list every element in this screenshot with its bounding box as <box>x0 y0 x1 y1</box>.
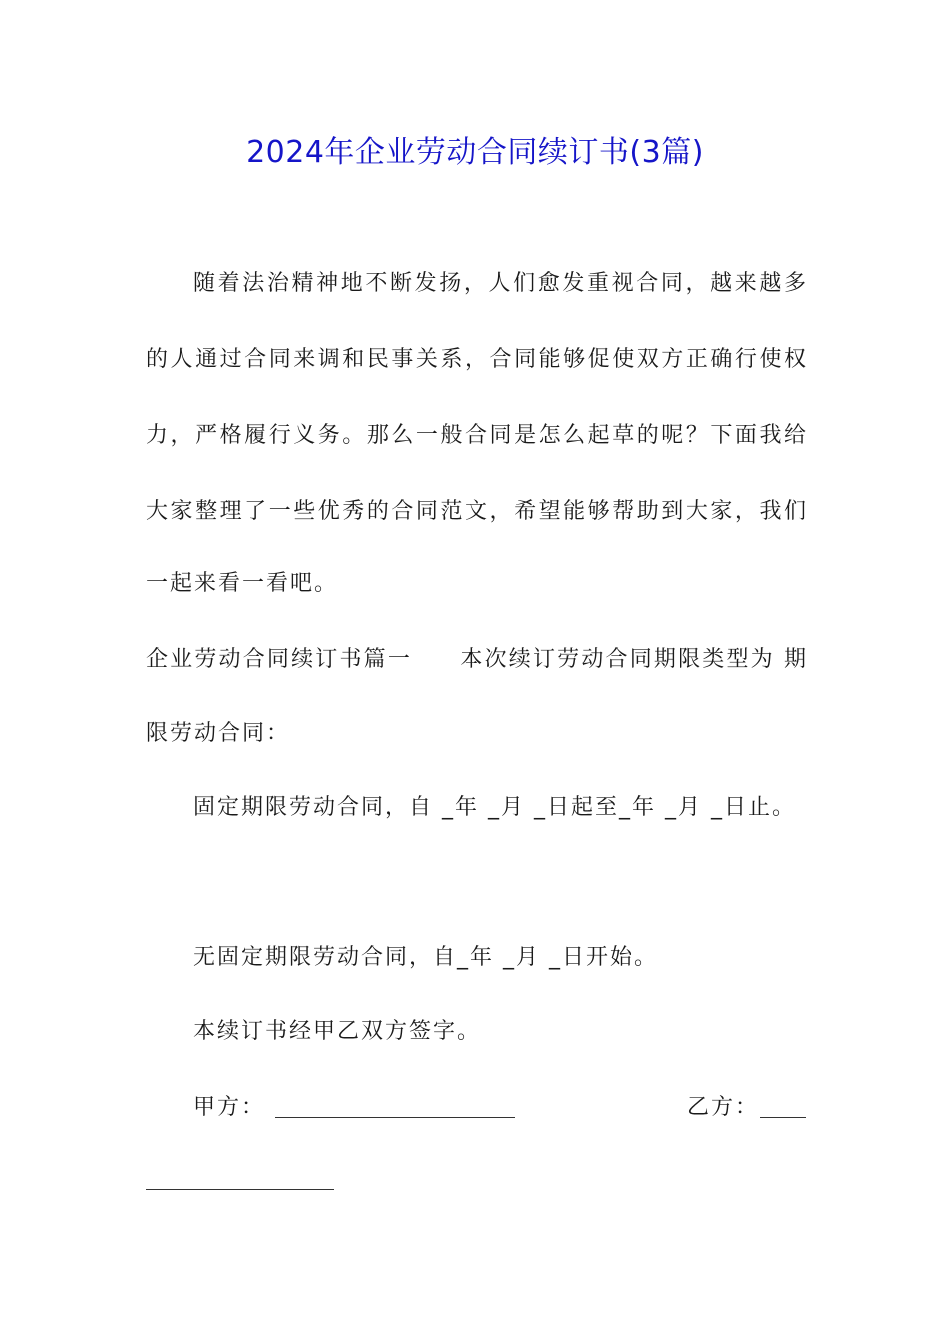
party-b-signature-blank-continued <box>146 1189 334 1190</box>
intro-line-3: 力，严格履行义务。那么一般合同是怎么起草的呢？下面我给 <box>146 423 806 448</box>
party-a-signature-blank <box>275 1117 515 1118</box>
open-term-clause: 无固定期限劳动合同，自_年 _月 _日开始。 <box>193 945 658 970</box>
intro-line-1: 随着法治精神地不断发扬，人们愈发重视合同，越来越多 <box>193 271 806 296</box>
intro-line-4: 大家整理了一些优秀的合同范文，希望能够帮助到大家，我们 <box>146 499 806 524</box>
signature-row <box>193 1090 806 1126</box>
party-b-signature-blank <box>760 1117 806 1118</box>
intro-line-5: 一起来看一看吧。 <box>146 571 339 596</box>
section-heading-line-2: 限劳动合同： <box>146 721 291 746</box>
party-a-label: 甲方： <box>193 1095 266 1120</box>
section-heading-line: 企业劳动合同续订书篇一 本次续订劳动合同期限类型为 期 <box>146 647 806 672</box>
signing-note: 本续订书经甲乙双方签字。 <box>193 1019 482 1044</box>
fixed-term-clause: 固定期限劳动合同，自 _年 _月 _日起至_年 _月 _日止。 <box>193 795 796 820</box>
intro-line-2: 的人通过合同来调和民事关系，合同能够促使双方正确行使权 <box>146 347 806 372</box>
party-b-label: 乙方： <box>687 1095 760 1120</box>
document-title: 2024年企业劳动合同续订书(3篇) <box>246 135 704 170</box>
